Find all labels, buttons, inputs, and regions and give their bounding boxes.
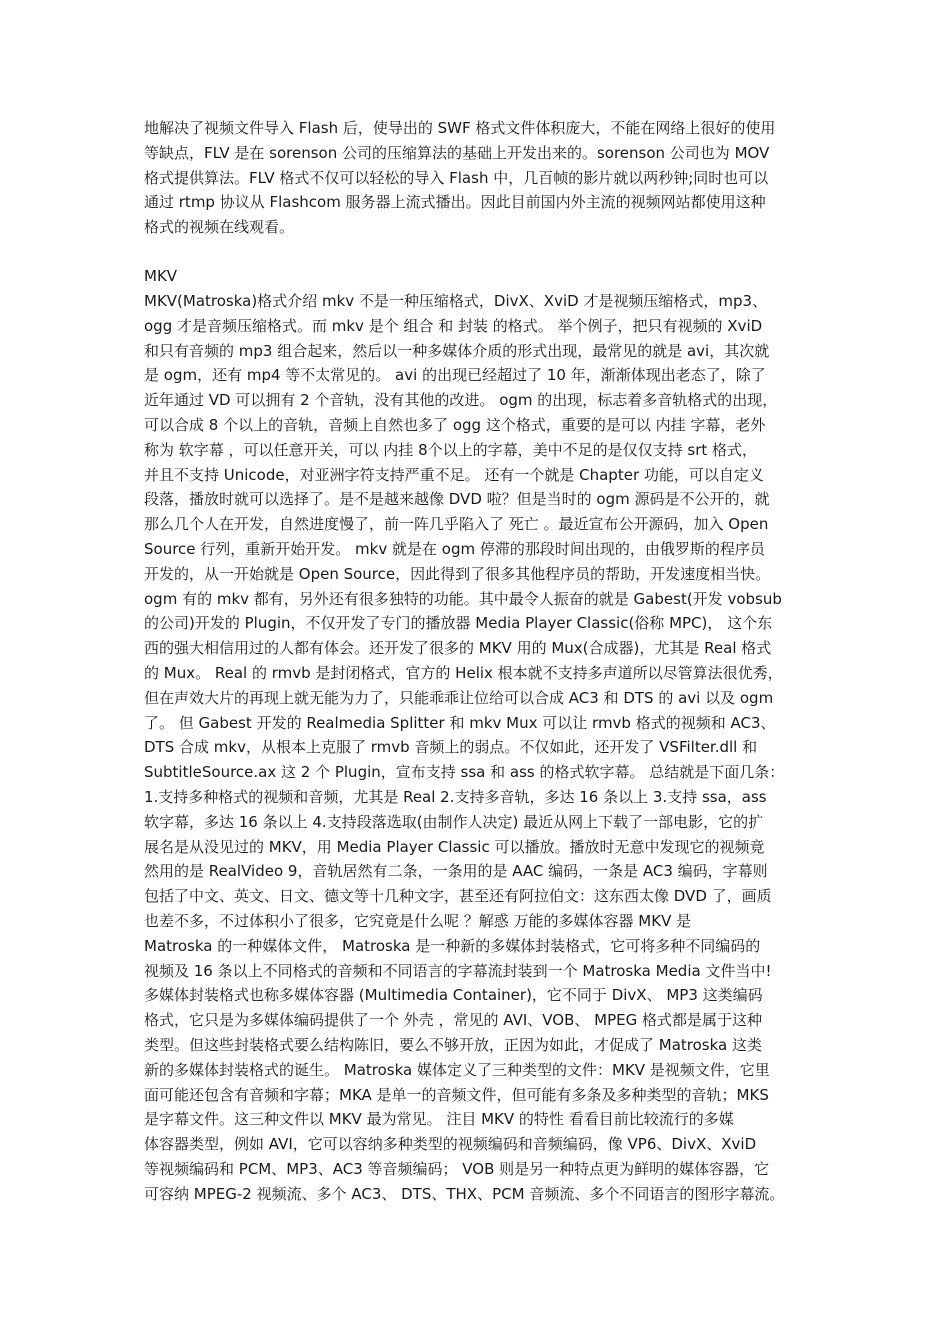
text-line: Source 行列，重新开始开发。 mkv 就是在 ogm 停滞的那段时间出现的，由俄罗斯的程序员 [144, 539, 765, 558]
text-line: 的公司)开发的 Plugin，不仅开发了专门的播放器 Media Player Classic(俗称 MPC)， 这个东 [144, 614, 773, 633]
mkv-paragraph [144, 289, 809, 1206]
text-line: ogm 有的 mkv 都有，另外还有很多独特的功能。其中最令人振奋的就是 Gabest(开发 vobsub [144, 589, 782, 608]
text-line: 软字幕，多达 16 条以上 4.支持段落选取(由制作人决定) 最近从网上下载了一部电影，它的扩 [144, 812, 764, 831]
text-line: 类型。但这些封装格式要么结构陈旧，要么不够开放，正因为如此，才促成了 Matroska 这类 [144, 1035, 762, 1054]
text-line: 面可能还包含有音频和字幕；MKA 是单一的音频文件，但可能有多条及多种类型的音轨；MKS [144, 1085, 769, 1104]
text-line: 称为 软字幕 ，可以任意开关，可以 内挂 8个以上的字幕，美中不足的是仅仅支持 srt 格式， [144, 440, 758, 459]
text-line: 然用的是 RealVideo 9，音轨居然有二条，一条用的是 AAC 编码，一条是 AC3 编码，字幕则 [144, 862, 768, 881]
text-line: 是字幕文件。这三种文件以 MKV 最为常见。 注目 MKV 的特性 看看目前比较流行的多媒 [144, 1110, 734, 1129]
text-line: 和只有音频的 mp3 组合起来，然后以一种多媒体介质的形式出现，最常见的就是 avi，其次就 [144, 341, 770, 360]
text-line: 视频及 16 条以上不同格式的音频和不同语言的字幕流封装到一个 Matroska Media 文件当中! [144, 961, 772, 980]
text-line: 开发的，从一开始就是 Open Source，因此得到了很多其他程序员的帮助，开发速度相当快。 [144, 564, 771, 583]
section-heading-text: MKV [144, 267, 178, 285]
text-line: 但在声效大片的再现上就无能为力了，只能乖乖让位给可以合成 AC3 和 DTS 的 avi 以及 ogm [144, 688, 774, 707]
text-line: 格式，它只是为多媒体编码提供了一个 外壳 ，常见的 AVI、VOB、 MPEG 格式都是属于这种 [144, 1011, 763, 1030]
text-line: 西的强大相信用过的人都有体会。还开发了很多的 MKV 用的 Mux(合成器)，尤其是 Real 格式 [144, 639, 772, 658]
text-line: DTS 合成 mkv，从根本上克服了 rmvb 音频上的弱点。不仅如此，还开发了 VSFilter.dll 和 [144, 738, 758, 757]
intro-paragraph [144, 116, 809, 240]
text-line: 体容器类型，例如 AVI，它可以容纳多种类型的视频编码和音频编码，像 VP6、DivX、XviD [144, 1135, 757, 1154]
text-line: SubtitleSource.ax 这 2 个 Plugin，宣布支持 ssa 和 ass 的格式软字幕。 总结就是下面几条： [144, 763, 785, 782]
text-line: 格式的视频在线观看。 [144, 218, 295, 237]
text-line: Matroska 的一种媒体文件， Matroska 是一种新的多媒体封装格式，它可将多种不同编码的 [144, 936, 761, 955]
text-line: 地解决了视频文件导入 Flash 后，使导出的 SWF 格式文件体积庞大，不能在网络上很好的使用 [144, 119, 776, 137]
text-line: 包括了中文、英文、日文、德文等十几种文字，甚至还有阿拉伯文：这东西太像 DVD 了，画质 [144, 887, 772, 906]
text-line: 段落，播放时就可以选择了。是不是越来越像 DVD 啦？但是当时的 ogm 源码是不公开的，就 [144, 490, 770, 509]
text-line: 可以合成 8 个以上的音轨，音频上自然也多了 ogg 这个格式，重要的是可以 内挂 字幕，老外 [144, 415, 766, 434]
text-line: 等缺点，FLV 是在 sorenson 公司的压缩算法的基础上开发出来的。sorenson 公司也为 MOV [144, 143, 770, 162]
text-line: 是 ogm，还有 mp4 等不太常见的。 avi 的出现已经超过了 10 年，渐渐体现出老态了，除了 [144, 366, 766, 385]
text-line: 新的多媒体封装格式的诞生。 Matroska 媒体定义了三种类型的文件：MKV 是视频文件，它里 [144, 1060, 770, 1079]
text-line: 1.支持多种格式的视频和音频，尤其是 Real 2.支持多音轨，多达 16 条以上 3.支持 ssa，ass [144, 787, 767, 806]
text-line: 的 Mux。 Real 的 rmvb 是封闭格式，官方的 Helix 根本就不支持多声道所以尽管算法很优秀， [144, 663, 783, 682]
section-heading [144, 264, 809, 289]
text-line: 近年通过 VD 可以拥有 2 个音轨，没有其他的改进。 ogm 的出现，标志着多音轨格式的出现， [144, 391, 778, 410]
text-line: 那么几个人在开发，自然进度慢了，前一阵几乎陷入了 死亡 。最近宣布公开源码，加入 Open [144, 515, 769, 534]
text-line: 通过 rtmp 协议从 Flashcom 服务器上流式播出。因此目前国内外主流的视频网站都使用这种 [144, 193, 766, 212]
text-line: 多媒体封装格式也称多媒体容器 (Multimedia Container)，它不同于 DivX、 MP3 这类编码 [144, 986, 763, 1005]
text-line: 等视频编码和 PCM、MP3、AC3 等音频编码； VOB 则是另一种特点更为鲜明的媒体容器，它 [144, 1159, 770, 1178]
text-line: 并且不支持 Unicode，对亚洲字符支持严重不足。 还有一个就是 Chapter 功能，可以自定义 [144, 465, 764, 484]
text-line: 格式提供算法。FLV 格式不仅可以轻松的导入 Flash 中，几百帧的影片就以两秒钟;同时也可以 [144, 168, 769, 187]
text-line: 可容纳 MPEG-2 视频流、多个 AC3、 DTS、THX、PCM 音频流、多个不同语言的图形字幕流。 [144, 1184, 785, 1203]
text-line: 了。 但 Gabest 开发的 Realmedia Splitter 和 mkv Mux 可以让 rmvb 格式的视频和 AC3、 [144, 713, 776, 732]
text-line: 展名是从没见过的 MKV，用 Media Player Classic 可以播放。播放时无意中发现它的视频竟 [144, 837, 765, 856]
text-line: MKV(Matroska)格式介绍 mkv 不是一种压缩格式，DivX、XviD 才是视频压缩格式，mp3、 [144, 292, 768, 310]
text-line: 也差不多，不过体积小了很多，它究竟是什么呢 ？解惑 万能的多媒体容器 MKV 是 [144, 911, 692, 930]
text-line: ogg 才是音频压缩格式。而 mkv 是个 组合 和 封装 的格式。 举个例子，把只有视频的 XviD [144, 316, 763, 335]
